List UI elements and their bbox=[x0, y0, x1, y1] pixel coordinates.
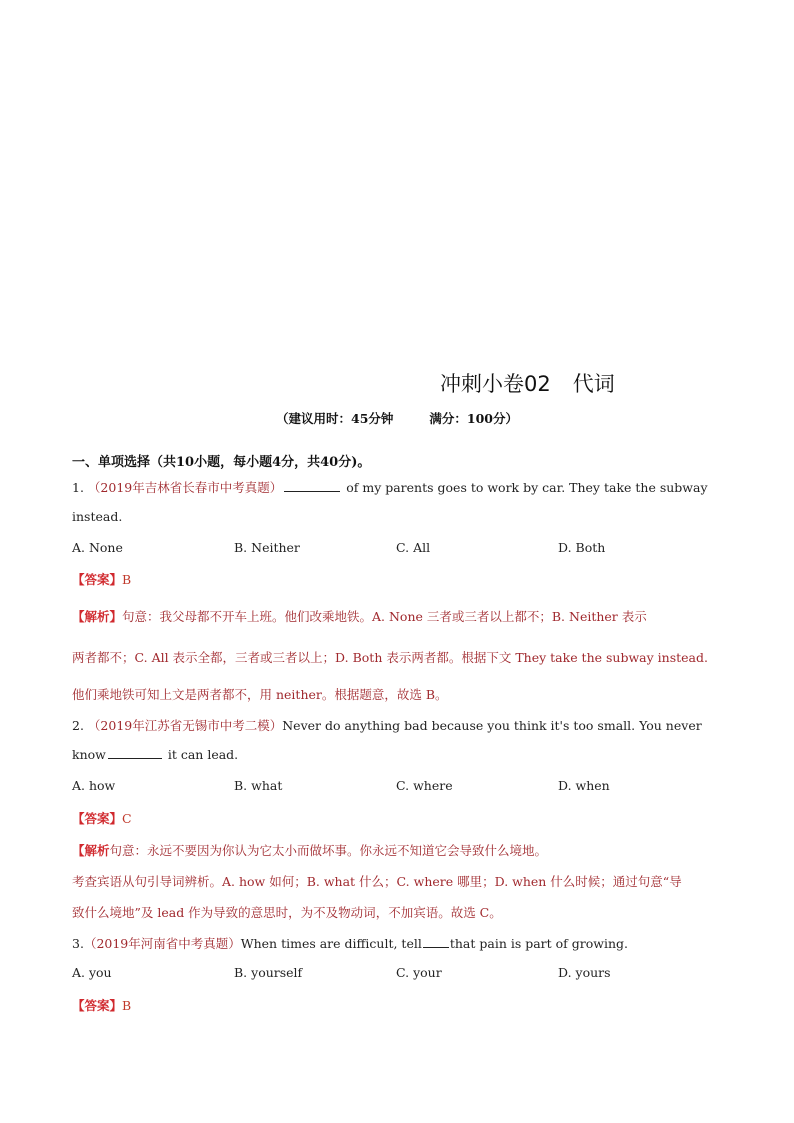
question-2-explanation-line-1 bbox=[72, 841, 547, 859]
explanation-text: 句意：我父母都不开车上班。他们改乘地铁。A. None 三者或三者以上都不；B. Neither 表示 bbox=[122, 609, 647, 624]
question-number: 2. bbox=[72, 718, 84, 733]
option-b: B. Neither bbox=[234, 540, 300, 555]
answer-value: B bbox=[122, 998, 132, 1013]
question-2-explanation-line-2: 考查宾语从句引导词辨析。A. how 如何；B. what 什么；C. where 哪里；D. when 什么时候；通过句意“导 bbox=[72, 874, 682, 889]
answer-tag: 【答案】 bbox=[72, 998, 123, 1013]
answer-tag: 【答案】 bbox=[72, 811, 123, 826]
option-d: D. when bbox=[558, 778, 610, 793]
option-a: A. how bbox=[72, 778, 116, 793]
question-text: Never do anything bad because you think it's too small. You never bbox=[282, 718, 702, 733]
answer-blank bbox=[108, 748, 162, 759]
answer-value: C bbox=[122, 811, 132, 826]
answer-tag: 【答案】 bbox=[72, 572, 123, 587]
question-2-explanation-line-3: 致什么境地”及 lead 作为导致的意思时，为不及物动词，不加宾语。故选 C。 bbox=[72, 905, 502, 920]
question-1-explanation-line-1 bbox=[72, 607, 647, 625]
question-3-answer bbox=[72, 996, 131, 1014]
question-2-answer bbox=[72, 809, 132, 827]
question-text-before: When times are difficult, tell bbox=[240, 936, 422, 951]
question-text: of my parents goes to work by car. They take the subway bbox=[346, 480, 708, 495]
option-a: A. you bbox=[72, 965, 112, 980]
question-1-explanation-line-2: 两者都不；C. All 表示全都，三者或三者以上；D. Both 表示两者都。根据下文 They take the subway instead. bbox=[72, 650, 708, 665]
option-d: D. Both bbox=[558, 540, 606, 555]
question-text-after: it can lead. bbox=[167, 747, 239, 762]
title-text: 冲刺小卷02 bbox=[440, 372, 551, 396]
explanation-text: 句意：永远不要因为你认为它太小而做坏事。你永远不知道它会导致什么境地。 bbox=[109, 843, 548, 858]
answer-blank bbox=[284, 481, 340, 492]
page-title bbox=[440, 368, 615, 398]
score-note: 满分：100分） bbox=[429, 411, 518, 426]
question-text-before: know bbox=[72, 747, 106, 762]
question-number: 1. bbox=[72, 480, 84, 495]
question-1-stem-cont: instead. bbox=[72, 509, 123, 524]
question-3-stem bbox=[72, 934, 628, 952]
option-a: A. None bbox=[72, 540, 123, 555]
section-heading: 一、单项选择（共10小题，每小题4分，共40分)。 bbox=[72, 455, 371, 470]
question-text-after: that pain is part of growing. bbox=[449, 936, 629, 951]
time-note: （建议用时：45分钟 bbox=[276, 411, 394, 426]
explanation-tag: 【解析 bbox=[72, 843, 110, 858]
question-number: 3. bbox=[72, 936, 84, 951]
option-c: C. All bbox=[396, 540, 431, 555]
option-c: C. where bbox=[396, 778, 453, 793]
answer-value: B bbox=[122, 572, 132, 587]
question-1-stem bbox=[72, 478, 708, 496]
option-b: B. what bbox=[234, 778, 283, 793]
title-topic: 代词 bbox=[572, 372, 615, 396]
question-source: （2019年河南省中考真题） bbox=[83, 936, 241, 951]
option-b: B. yourself bbox=[234, 965, 303, 980]
answer-blank bbox=[423, 937, 449, 948]
question-2-stem bbox=[72, 716, 702, 734]
question-source: （2019年江苏省无锡市中考二模） bbox=[87, 718, 283, 733]
question-1-explanation-line-3: 他们乘地铁可知上文是两者都不，用 neither。根据题意，故选 B。 bbox=[72, 687, 448, 702]
option-d: D. yours bbox=[558, 965, 611, 980]
exam-info bbox=[0, 409, 794, 427]
option-c: C. your bbox=[396, 965, 442, 980]
question-1-answer bbox=[72, 570, 131, 588]
explanation-tag: 【解析】 bbox=[72, 609, 123, 624]
question-2-stem-cont bbox=[72, 747, 238, 762]
question-source: （2019年吉林省长春市中考真题） bbox=[87, 480, 283, 495]
